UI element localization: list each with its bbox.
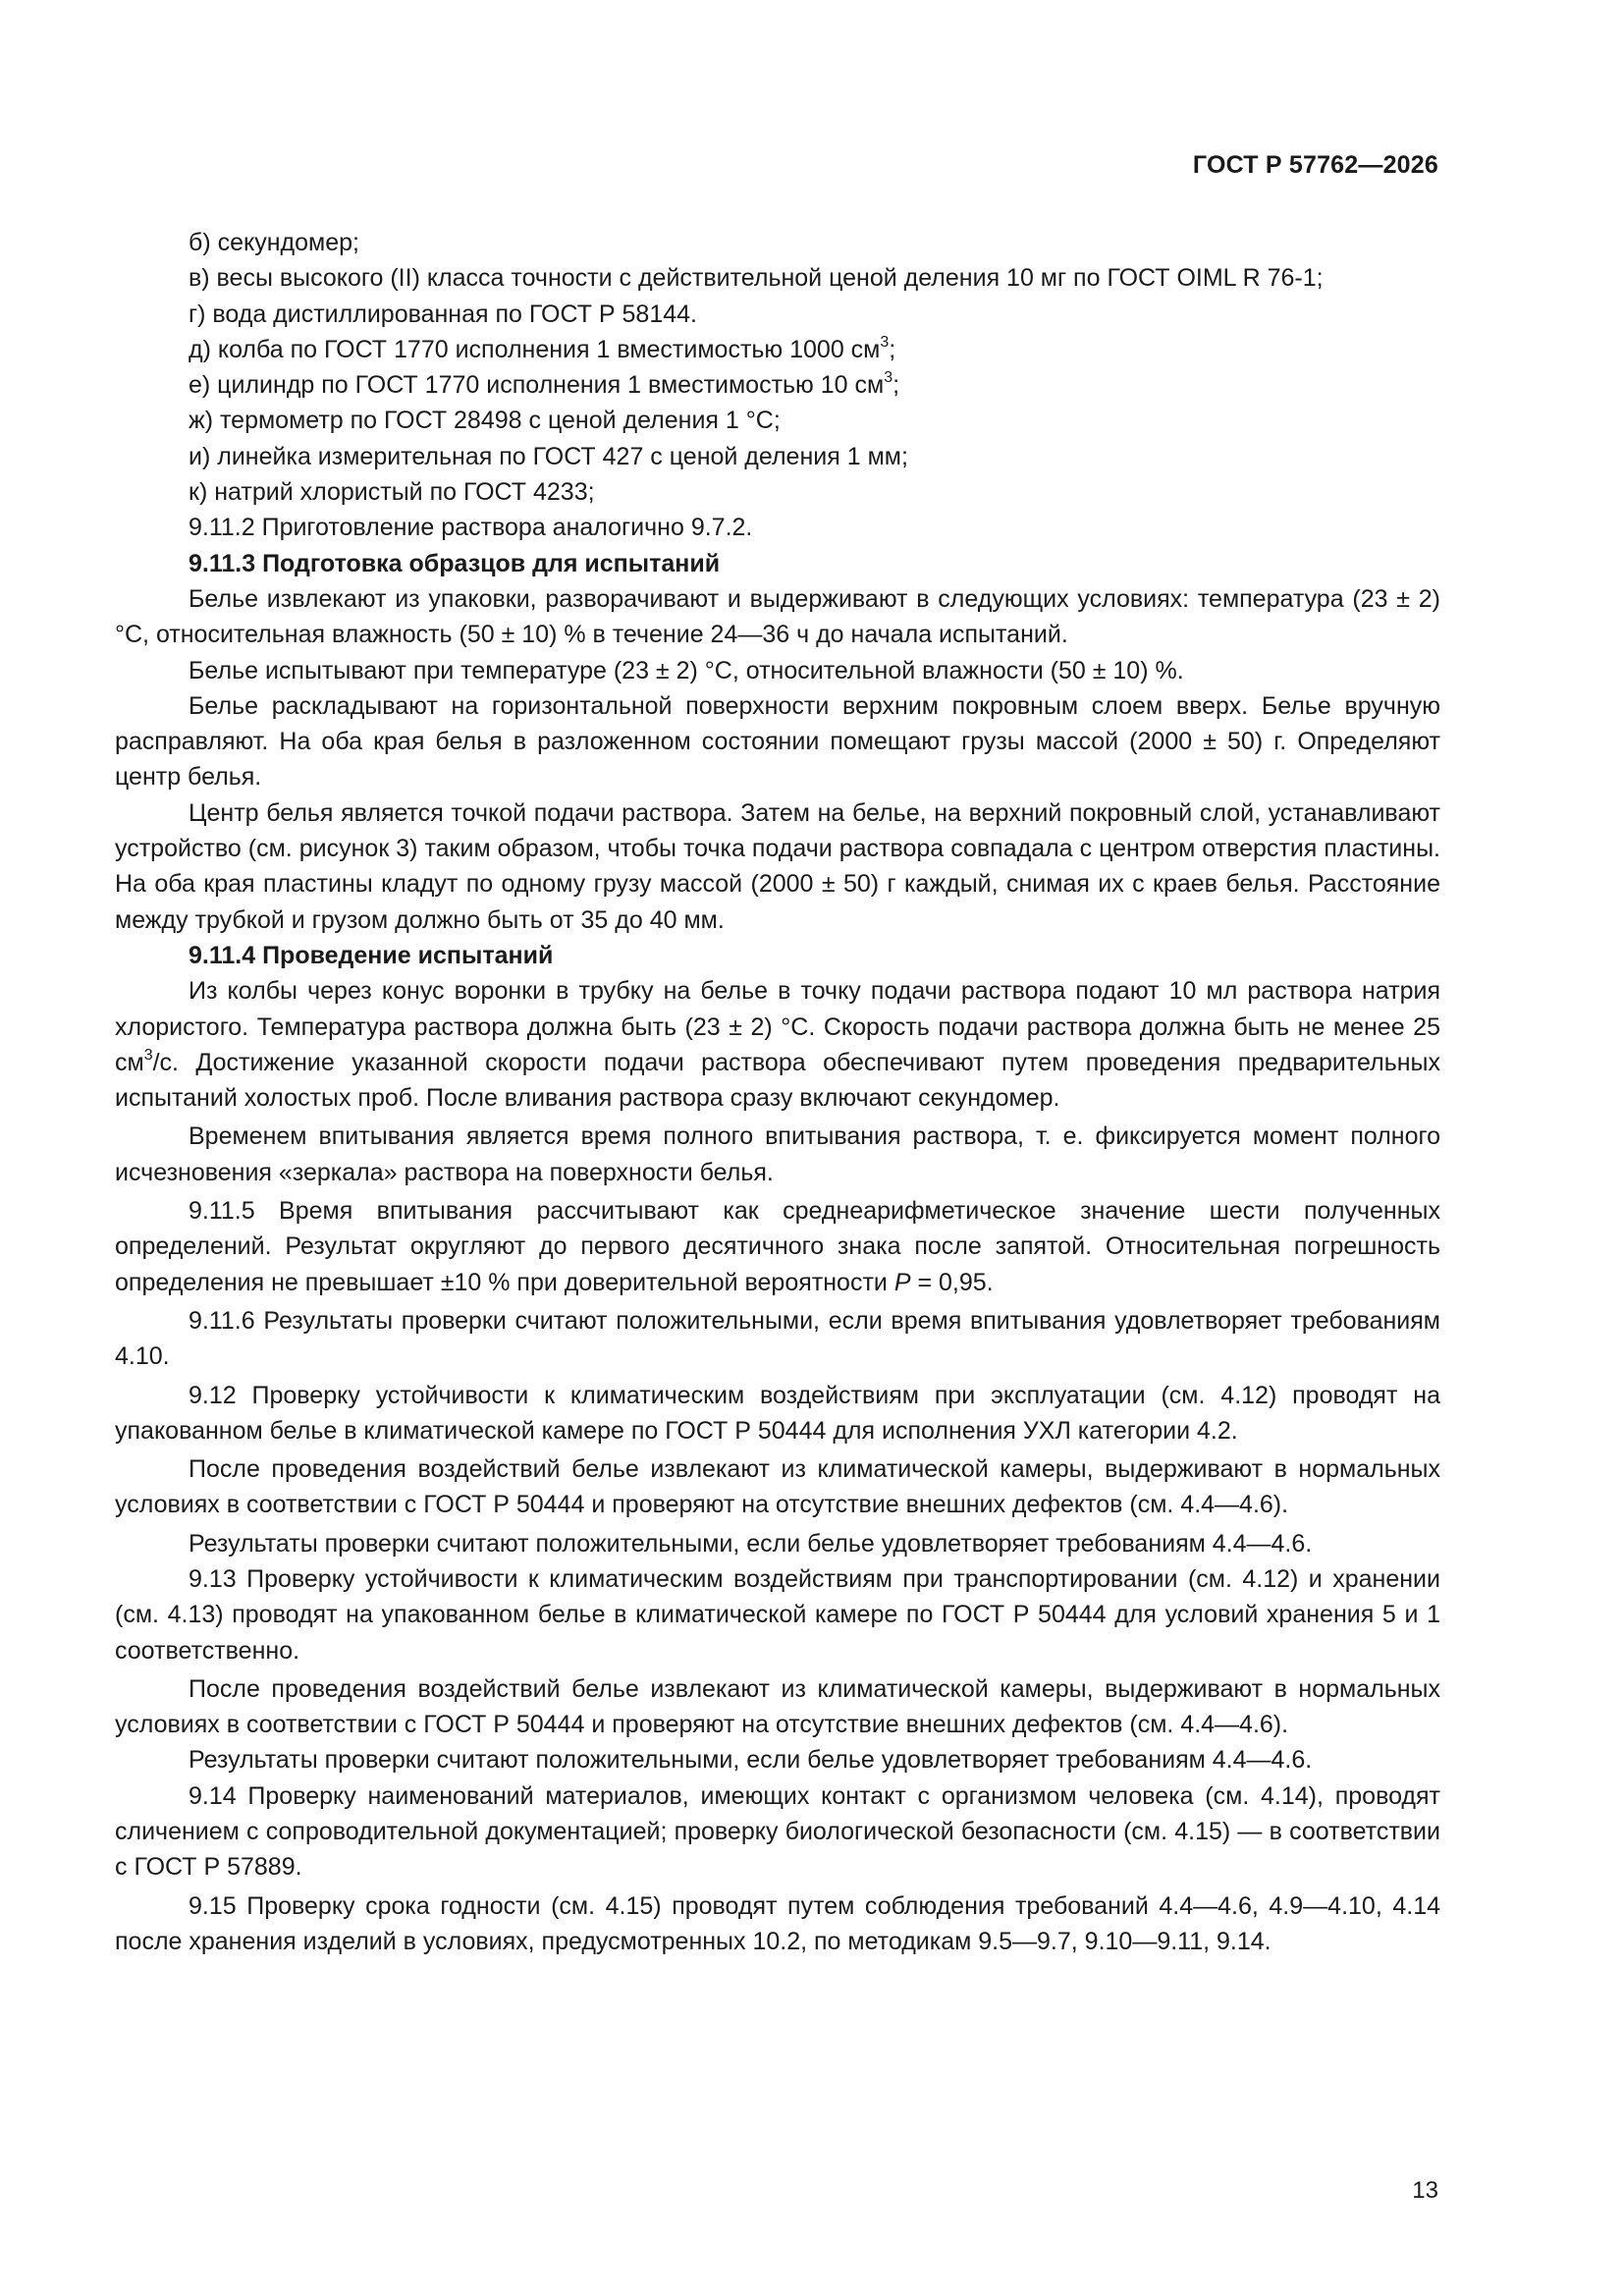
- section-9-13-paragraph-3: Результаты проверки считают положительными, если белье удовлетворяет требованиям 4.4—4.6.: [189, 1746, 1313, 1775]
- section-9-12-paragraph-2: После проведения воздействий белье извлекают из климатической камеры, выдерживают в нормальных условиях в соответствии с ГОСТ Р 50444 и проверяют на отсутствие внешних дефектов (см. 4.4—4.6).: [115, 1455, 1440, 1519]
- section-9-11-5-end: = 0,95.: [910, 1268, 994, 1296]
- list-item-d: [115, 332, 1440, 367]
- section-9-12-paragraph-1: 9.12 Проверку устойчивости к климатическим воздействиям при эксплуатации (см. 4.12) проводят на упакованном белье в климатической камере по ГОСТ Р 50444 для исполнения УХЛ категории 4.2.: [115, 1381, 1440, 1445]
- section-9-11-2: 9.11.2 Приготовление раствора аналогично 9.7.2.: [189, 514, 753, 542]
- section-9-12-paragraph-3: Результаты проверки считают положительными, если белье удовлетворяет требованиям 4.4—4.6.: [189, 1529, 1313, 1558]
- section-9-15: 9.15 Проверку срока годности (см. 4.15) проводят путем соблюдения требований 4.4—4.6, 4.9—4.10, 4.14 после хранения изделий в условиях, предусмотренных 10.2, по методикам 9.5—9.7, 9.10—9.11, 9.14.: [115, 1891, 1440, 1955]
- section-9-11-4-heading: 9.11.4 Проведение испытаний: [189, 941, 554, 969]
- list-item-e-text: е) цилиндр по ГОСТ 1770 исполнения 1 вместимостью 10 см: [189, 371, 885, 400]
- document-code-header: ГОСТ Р 57762—2026: [1192, 151, 1438, 179]
- section-9-11-4-paragraph-1-text: Из колбы через конус воронки в трубку на белье в точку подачи раствора подают 10 мл раствора натрия хлористого. Температура раствора должна быть (23 ± 2) °С. Скорость подачи раствора должна быть не менее 25 см: [115, 977, 1440, 1076]
- list-item-k: к) натрий хлористый по ГОСТ 4233;: [189, 478, 595, 507]
- section-9-11-6: 9.11.6 Результаты проверки считают положительными, если время впитывания удовлетворяет требованиям 4.10.: [115, 1306, 1440, 1371]
- list-item-e: [115, 367, 1440, 403]
- section-9-11-3-heading: 9.11.3 Подготовка образцов для испытаний: [189, 549, 721, 577]
- section-9-11-4-paragraph-1: [115, 973, 1440, 1116]
- section-9-11-4-paragraph-1-rest: /с. Достижение указанной скорости подачи раствора обеспечивают путем проведения предварительных испытаний холостых проб. После вливания раствора сразу включают секундомер.: [115, 1048, 1440, 1113]
- list-item-e-superscript: 3: [884, 369, 893, 387]
- section-9-11-3-paragraph-1: Белье извлекают из упаковки, разворачивают и выдерживают в следующих условиях: температура (23 ± 2) °С, относительная влажность (50 ± 10) % в течение 24—36 ч до начала испытаний.: [115, 584, 1440, 649]
- section-9-11-4-paragraph-2: Временем впитывания является время полного впитывания раствора, т. е. фиксируется момент полного исчезновения «зеркала» раствора на поверхности белья.: [115, 1122, 1440, 1186]
- list-item-i: и) линейка измерительная по ГОСТ 427 с ценой деления 1 мм;: [189, 442, 908, 470]
- section-9-11-3-paragraph-4: Центр белья является точкой подачи раствора. Затем на белье, на верхний покровный слой, устанавливают устройство (см. рисунок 3) таким образом, чтобы точка подачи раствора совпадала с центром отверстия пластины. На оба края пластины кладут по одному грузу массой (2000 ± 50) г каждый, снимая их с краев белья. Расстояние между трубкой и грузом должно быть от 35 до 40 мм.: [115, 798, 1440, 934]
- list-item-d-end: ;: [889, 335, 896, 363]
- section-9-13-paragraph-1: 9.13 Проверку устойчивости к климатическим воздействиям при транспортировании (см. 4.12) и хранении (см. 4.13) проводят на упакованном белье в климатической камере по ГОСТ Р 50444 для условий хранения 5 и 1 соответственно.: [115, 1564, 1440, 1665]
- list-item-g: г) вода дистиллированная по ГОСТ Р 58144.: [189, 300, 697, 328]
- section-9-11-4-superscript: 3: [143, 1046, 153, 1064]
- probability-symbol: Р: [893, 1268, 911, 1296]
- section-9-11-3-paragraph-3: Белье раскладывают на горизонтальной поверхности верхним покровным слоем вверх. Белье вручную расправляют. На оба края белья в разложенном состоянии помещают грузы массой (2000 ± 50) г. Определяют центр белья.: [115, 691, 1440, 792]
- list-item-e-end: ;: [893, 371, 900, 400]
- list-item-zh: ж) термометр по ГОСТ 28498 с ценой деления 1 °С;: [189, 407, 781, 435]
- page-number: 13: [1412, 2177, 1438, 2204]
- list-item-d-text: д) колба по ГОСТ 1770 исполнения 1 вместимостью 1000 см: [189, 335, 881, 363]
- section-9-11-5-text: 9.11.5 Время впитывания рассчитывают как среднеарифметическое значение шести полученных определений. Результат округляют до первого десятичного знака после запятой. Относительная погрешность определения не превышает ±10 % при доверительной вероятности: [115, 1197, 1440, 1296]
- section-9-14: 9.14 Проверку наименований материалов, имеющих контакт с организмом человека (см. 4.14), проводят сличением с сопроводительной документацией; проверку биологической безопасности (см. 4.15) — в соответствии с ГОСТ Р 57889.: [115, 1781, 1440, 1882]
- section-9-13-paragraph-2: После проведения воздействий белье извлекают из климатической камеры, выдерживают в нормальных условиях в соответствии с ГОСТ Р 50444 и проверяют на отсутствие внешних дефектов (см. 4.4—4.6).: [115, 1674, 1440, 1739]
- section-9-11-5: [115, 1193, 1440, 1300]
- document-body: [115, 225, 1440, 1959]
- list-item-b: б) секундомер;: [189, 229, 359, 256]
- list-item-v: в) весы высокого (II) класса точности с действительной ценой деления 10 мг по ГОСТ OIML R 76-1;: [189, 264, 1324, 293]
- section-9-11-3-paragraph-2: Белье испытывают при температуре (23 ± 2) °С, относительной влажности (50 ± 10) %.: [189, 656, 1184, 684]
- list-item-d-superscript: 3: [880, 333, 890, 351]
